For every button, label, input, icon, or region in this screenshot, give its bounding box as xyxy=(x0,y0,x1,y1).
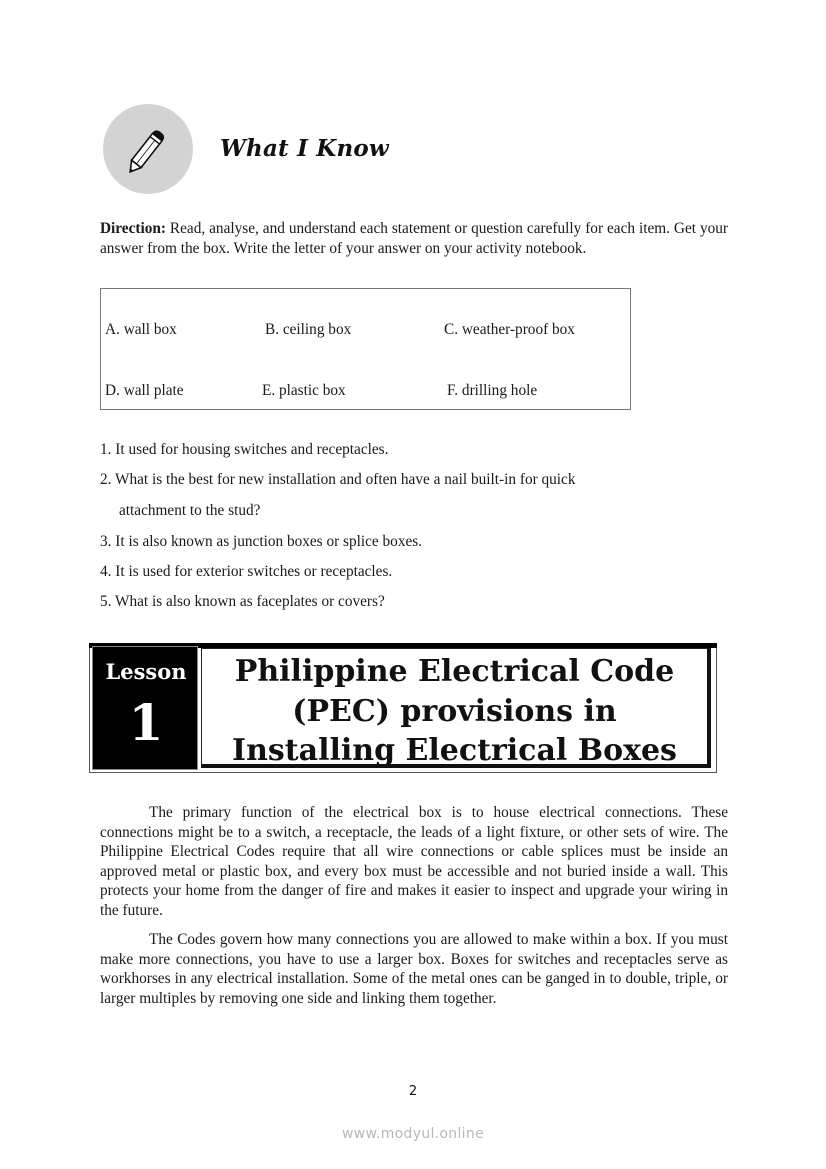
question-3: 3. It is also known as junction boxes or splice boxes. xyxy=(100,533,423,550)
body-paragraph-1: The primary function of the electrical box is to house electrical connections. These connections might be to a switch, a receptacle, the leads of a light fixture, or other sets of wire. The Philippine Electrical Codes require that all wire connections or cable splices must be inside an approved metal or plastic box, and every box must be accessible and not buried inside a wall. This protects your home from the danger of fire and makes it easier to inspect and upgrade your wiring in the future. xyxy=(100,804,728,919)
question-2: 2. What is the best for new installation and often have a nail built-in for quick xyxy=(100,471,576,488)
question-1: 1. It used for housing switches and receptacles. xyxy=(100,441,389,458)
choice-c: C. weather-proof box xyxy=(444,321,575,338)
direction-label: Direction: xyxy=(100,220,166,237)
lesson-banner xyxy=(89,643,717,773)
section-title: What I Know xyxy=(220,135,389,162)
direction-body: Read, analyse, and understand each statement or question carefully for each item. Get your answer from the box. Write the letter of your answer on your activity notebook. xyxy=(100,220,728,257)
lesson-title xyxy=(202,652,707,771)
question-5: 5. What is also known as faceplates or covers? xyxy=(100,593,385,610)
lesson-number-box xyxy=(92,646,198,770)
watermark[interactable]: www.modyul.online xyxy=(342,1126,484,1142)
question-2-continued: attachment to the stud? xyxy=(119,502,261,519)
lesson-title-box xyxy=(201,648,711,768)
section-header xyxy=(103,104,503,196)
lesson-title-line-1: Philippine Electrical Code xyxy=(234,654,675,689)
lesson-label: Lesson xyxy=(105,659,187,684)
lesson-title-line-2: (PEC) provisions in xyxy=(292,693,617,729)
choice-b: B. ceiling box xyxy=(265,321,352,338)
choice-e: E. plastic box xyxy=(262,382,346,399)
lesson-number: 1 xyxy=(128,693,164,752)
answer-choices-box xyxy=(100,288,631,410)
lesson-title-line-3: Installing Electrical Boxes xyxy=(232,733,677,768)
direction-text xyxy=(100,219,728,258)
choice-a: A. wall box xyxy=(105,321,177,338)
page-number: 2 xyxy=(408,1084,418,1099)
choice-f: F. drilling hole xyxy=(447,382,538,399)
body-paragraph-2: The Codes govern how many connections you are allowed to make within a box. If you must make more connections, you have to use a larger box. Boxes for switches and receptacles serve as workhorses in any electrical installation. Some of the metal ones can be ganged in to double, triple, or larger multiples by removing one side and linking them together. xyxy=(100,931,728,1007)
question-4: 4. It is used for exterior switches or receptacles. xyxy=(100,563,393,580)
choice-d: D. wall plate xyxy=(105,382,184,399)
pencil-icon xyxy=(103,104,193,194)
